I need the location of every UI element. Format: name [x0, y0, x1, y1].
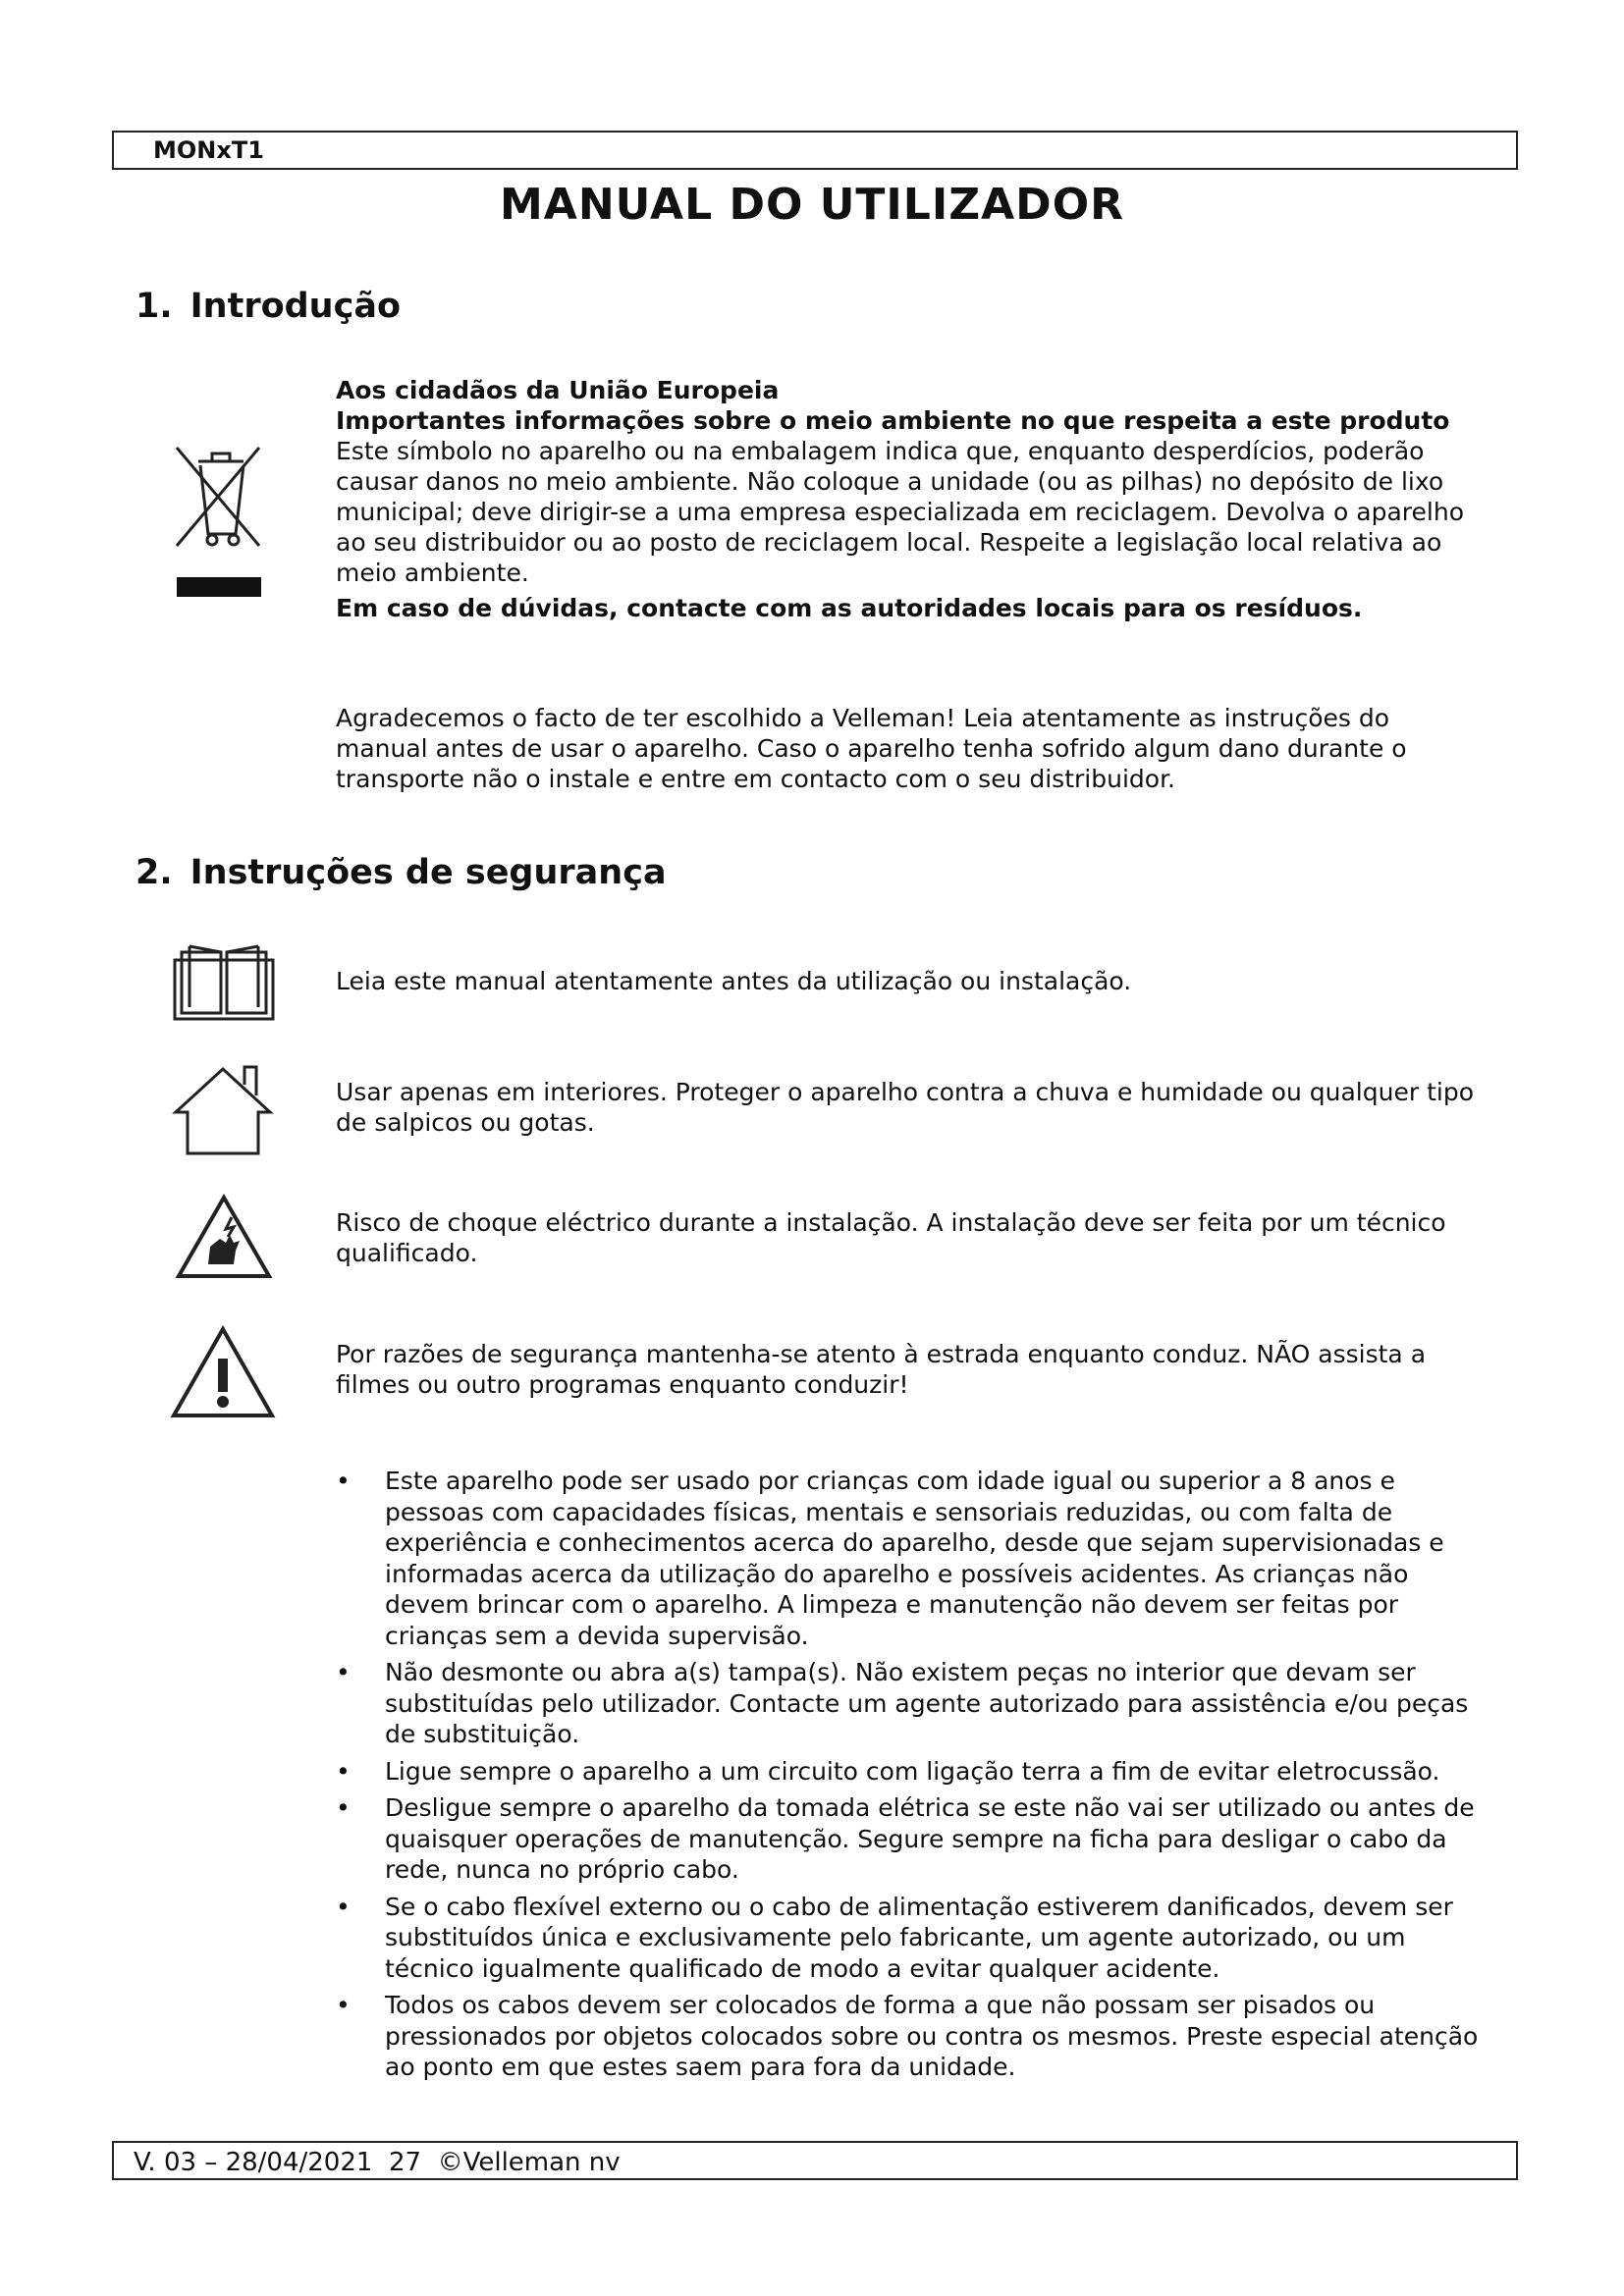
book-icon	[172, 942, 276, 1023]
list-item	[336, 1892, 1485, 1985]
bullet-symbol: •	[336, 1892, 351, 1921]
list-item-text: Ligue sempre o aparelho a um circuito com ligação terra a fim de evitar eletrocussão.	[385, 1756, 1440, 1786]
section-2-number: 2.	[135, 853, 173, 892]
list-item-text: Todos os cabos devem ser colocados de forma a que não possam ser pisados ou pressionados por objetos colocados sobre ou contra os mesmos. Preste especial atenção ao ponto em que estes saem para fora da unidade.	[385, 1991, 1479, 2081]
safety-item-4-text: Por razões de segurança mantenha-se atento à estrada enquanto conduz. NÃO assista a filmes ou outro programas enquanto conduzir!	[336, 1340, 1427, 1399]
section-1-title: Introdução	[189, 287, 402, 326]
house-icon	[170, 1063, 276, 1157]
model-code: MONxT1	[153, 136, 264, 164]
warning-icon	[170, 1325, 276, 1419]
safety-item-2-text: Usar apenas em interiores. Proteger o aparelho contra a chuva e humidade ou qualquer tipo de salpicos ou gotas.	[336, 1078, 1474, 1137]
list-item	[336, 1990, 1485, 2083]
list-item-text: Este aparelho pode ser usado por crianças com idade igual ou superior a 8 anos e pessoas com capacidades físicas, mentais e sensoriais reduzidas, ou com falta de experiência e conhecimentos acerca do aparelho, desde que sejam supervisionadas e informadas acerca da utilização do aparelho e possíveis acidentes. As crianças não devem brincar com o aparelho. A limpeza e manutenção não devem ser feitas por crianças sem a devida supervisão.	[385, 1467, 1444, 1650]
bullet-symbol: •	[336, 1658, 351, 1686]
document-title: MANUAL DO UTILIZADOR	[500, 180, 1124, 230]
weee-crossed-bin-icon	[165, 440, 267, 599]
list-item-text: Não desmonte ou abra a(s) tampa(s). Não existem peças no interior que devam ser substituídas pelo utilizador. Contacte um agente autorizado para assistência e/ou peças de substituição.	[385, 1658, 1469, 1748]
weee-heading-1: Aos cidadãos da União Europeia	[336, 376, 780, 404]
list-item	[336, 1756, 1485, 1788]
footer-box	[112, 2141, 1518, 2180]
safety-bullet-list	[336, 1466, 1485, 2089]
bullet-symbol: •	[336, 1756, 351, 1786]
safety-item-3-text: Risco de choque eléctrico durante a instalação. A instalação deve ser feita por um técnico qualificado.	[336, 1208, 1446, 1267]
footer-page-number: 27	[388, 2148, 422, 2177]
footer-version: V. 03 – 28/04/2021	[134, 2148, 373, 2177]
weee-heading-2: Importantes informações sobre o meio ambiente no que respeita a este produto	[336, 406, 1450, 435]
weee-contact: Em caso de dúvidas, contacte com as autoridades locais para os resíduos.	[336, 594, 1363, 622]
section-2-title: Instruções de segurança	[189, 853, 667, 892]
section-1-number: 1.	[135, 287, 173, 326]
list-item	[336, 1466, 1485, 1651]
footer-text	[134, 2148, 621, 2177]
bullet-symbol: •	[336, 1467, 351, 1495]
weee-body: Este símbolo no aparelho ou na embalagem indica que, enquanto desperdícios, poderão causar danos no meio ambiente. Não coloque a unidade (ou as pilhas) no depósito de lixo municipal; deve dirigir-se a uma empresa especializada em reciclagem. Devolva o aparelho ao seu distribuidor ou ao posto de reciclagem local. Respeite a legislação local relativa ao meio ambiente.	[336, 437, 1464, 587]
list-item-text: Desligue sempre o aparelho da tomada elétrica se este não vai ser utilizado ou antes de quaisquer operações de manutenção. Segure sempre na ficha para desligar o cabo da rede, nunca no próprio cabo.	[385, 1793, 1475, 1884]
bullet-symbol: •	[336, 1793, 351, 1822]
list-item	[336, 1657, 1485, 1750]
section-2-heading	[135, 853, 667, 892]
weee-notice	[336, 375, 1485, 623]
electric-shock-warning-icon	[175, 1192, 273, 1280]
list-item-text: Se o cabo flexível externo ou o cabo de alimentação estiverem danificados, devem ser substituídos única e exclusivamente pelo fabricante, um agente autorizado, ou um técnico igualmente qualificado de modo a evitar qualquer acidente.	[385, 1892, 1453, 1983]
safety-item-1-text: Leia este manual atentamente antes da utilização ou instalação.	[336, 967, 1132, 995]
footer-copyright: ©Velleman nv	[437, 2148, 621, 2177]
thanks-paragraph: Agradecemos o facto de ter escolhido a Velleman! Leia atentamente as instruções do manual antes de usar o aparelho. Caso o aparelho tenha sofrido algum dano durante o transporte não o instale e entre em contacto com o seu distribuidor.	[336, 704, 1407, 793]
section-1-heading	[135, 287, 401, 326]
list-item	[336, 1792, 1485, 1886]
header-box	[112, 131, 1518, 170]
bullet-symbol: •	[336, 1991, 351, 2019]
